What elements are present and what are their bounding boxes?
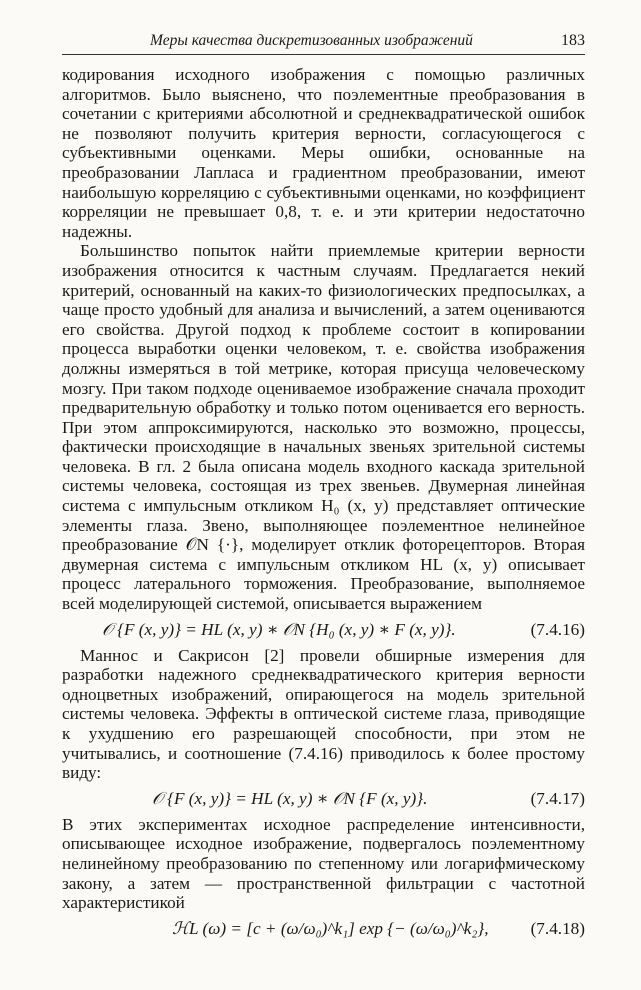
paragraph-2: Большинство попыток найти приемлемые критерии верности изображения относится к частным случаям. Предлагается некий критерий, основанный на каких-то физиологических предпосылках, а чаще просто удобный для анализа и вычислений, а затем оцениваются его свойства. Другой подход к проблеме состоит в копировании процесса выработки оценки человеком, т. е. свойства изображения должны измеряться в той метрике, которая присуща человеческому мозгу. При таком подходе оцениваемое изображение сначала проходит предварительную обработку и только потом оценивается его верность. При этом аппроксимируются, насколько это возможно, процессы, фактически происходящие в начальных звеньях зрительной системы человека. В гл. 2 была описана модель входного каскада зрительной системы человека, состоящая из трех звеньев. Двумерная линейная система с импульсным откликом H₀ (x, y) представляет оптические элементы глаза. Звено, выполняющее поэлементное нелинейное преобразование 𝒪N {·}, моделирует отклик фоторецепторов. Вторая двумерная система с импульсным откликом HL (x, y) описывает процесс латерального торможения. Преобразование, выполняемое всей моделирующей системой, описывается выражением bbox=[62, 241, 585, 614]
equation-7-4-17 bbox=[62, 783, 585, 815]
equation-number: (7.4.17) bbox=[530, 788, 585, 808]
paragraph-3: Маннос и Сакрисон [2] провели обширные измерения для разработки надежного среднеквадратического критерия верности одноцветных изображений, опирающегося на модель зрительной системы человека. Эффекты в оптической системе глаза, приводящие к ухудшению его разрешающей способности, при этом не учитывались, и соотношение (7.4.16) приводилось к более простому виду: bbox=[62, 645, 585, 783]
equation-expression: ℋL (ω) = [c + (ω/ω₀)^k₁] exp {− (ω/ω₀)^k₂}, bbox=[172, 918, 489, 938]
page-number: 183 bbox=[561, 32, 585, 49]
equation-7-4-16 bbox=[62, 614, 585, 646]
body-text bbox=[62, 65, 585, 945]
paragraph-1: кодирования исходного изображения с помощью различных алгоритмов. Было выяснено, что поэлементные преобразования в сочетании с критериями абсолютной и среднеквадратической ошибок не позволяют получить критерия верности, согласующегося с субъективными оценками. Меры ошибки, основанные на преобразовании Лапласа и градиентном преобразовании, имеют наибольшую корреляцию с субъективными оценками, но коэффициент корреляции не превышает 0,8, т. е. и эти критерии недостаточно надежны. bbox=[62, 65, 585, 241]
equation-expression: 𝒪 {F (x, y)} = HL (x, y) ∗ 𝒪N {F (x, y)}. bbox=[152, 788, 428, 808]
running-title: Меры качества дискретизованных изображений bbox=[150, 32, 473, 49]
paragraph-4: В этих экспериментах исходное распределение интенсивности, описывающее исходное изображение, подвергалось поэлементному нелинейному преобразованию по степенному или логарифмическому закону, а затем — пространственной фильтрации с частотной характеристикой bbox=[62, 814, 585, 913]
equation-number: (7.4.16) bbox=[530, 619, 585, 639]
equation-number: (7.4.18) bbox=[530, 918, 585, 938]
equation-7-4-18 bbox=[62, 913, 585, 945]
book-page bbox=[62, 32, 585, 945]
equation-expression: 𝒪 {F (x, y)} = HL (x, y) ∗ 𝒪N {H₀ (x, y) ∗ F (x, y)}. bbox=[102, 619, 456, 639]
running-header bbox=[62, 32, 585, 55]
